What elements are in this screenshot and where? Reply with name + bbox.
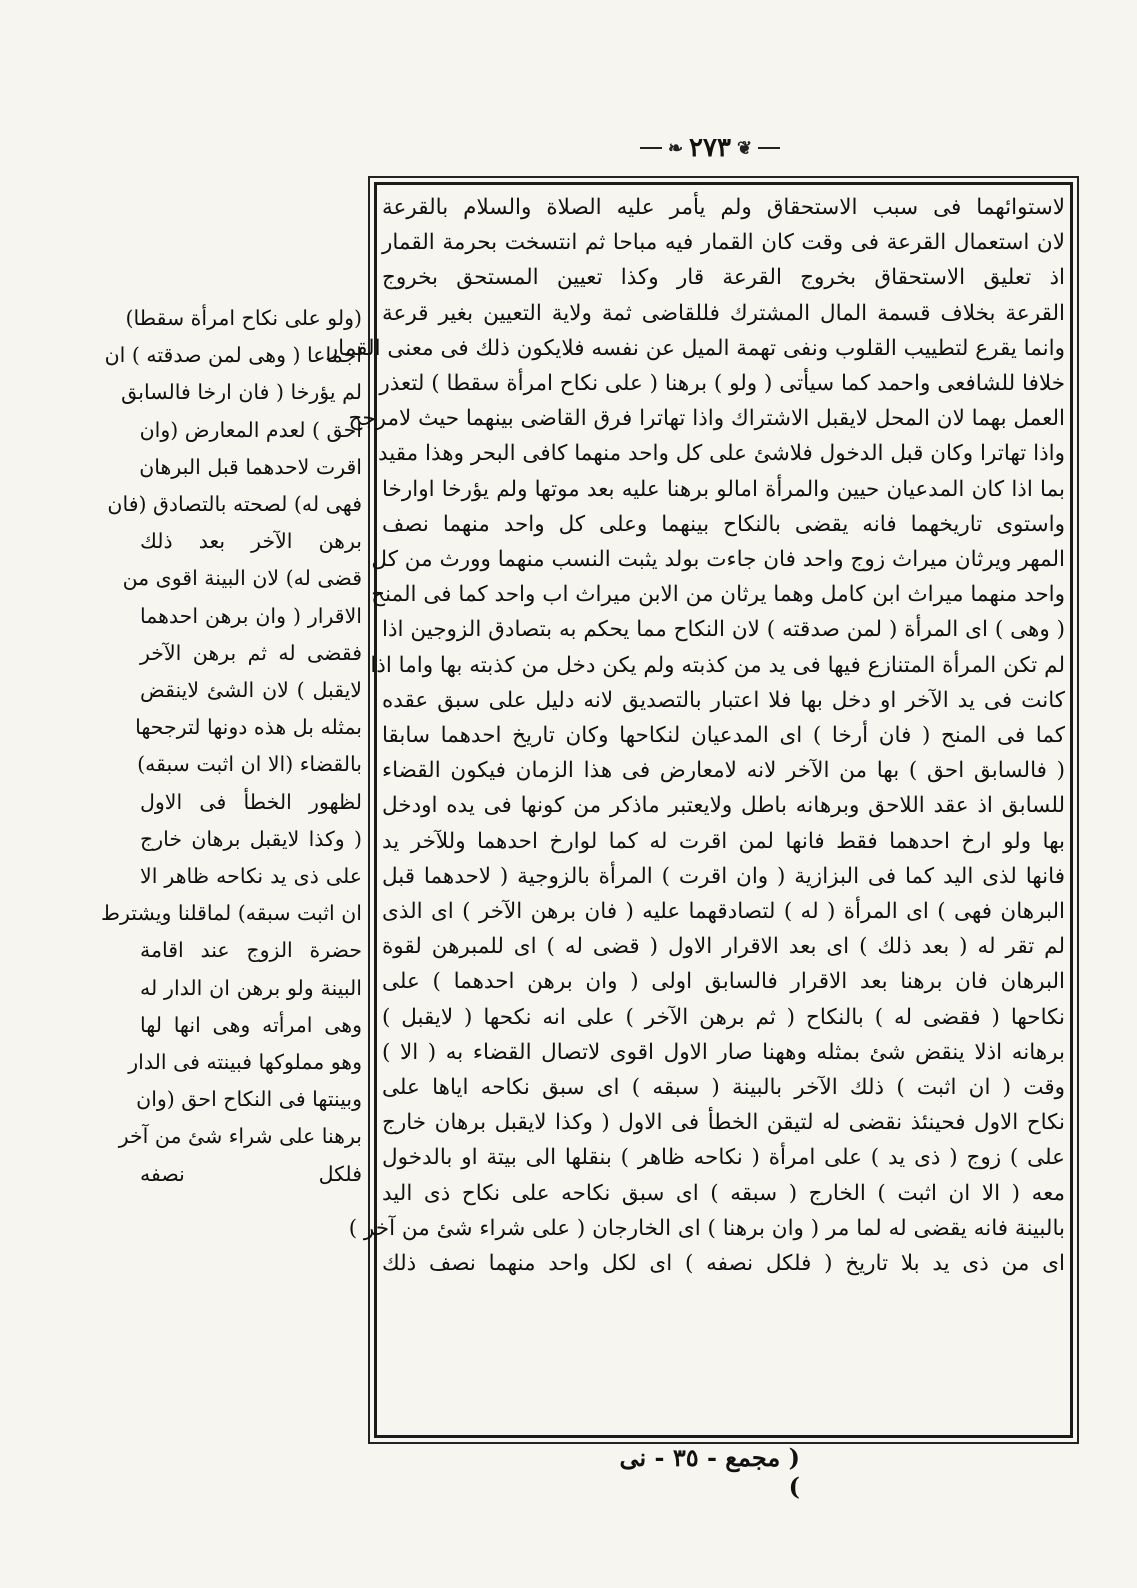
margin-text-line: قضى له) لان البينة اقوى من <box>122 566 362 591</box>
margin-text-line: احق ) لعدم المعارض (وان <box>139 417 362 442</box>
margin-text-line: بمثله بل هذه دونها لترجحها <box>135 715 362 740</box>
main-text-line: للسابق اذ عقد اللاحق وبرهانه باطل ولايعتبر ماذكر من كونها فى يده اودخل <box>382 793 1065 819</box>
main-text-line: اذ تعليق الاستحقاق بخروج القرعة قار وكذا تعيين المستحق بخروج <box>382 265 1065 291</box>
main-text-line: على ) زوج ( ذى يد ) على امرأة ( نكاحه ظاهر ) بنقلها الى بيتة او بالدخول <box>382 1145 1065 1171</box>
margin-text-line: لايقبل ) لان الشئ لاينقض <box>140 678 362 703</box>
margin-text-line: وبينتها فى النكاح احق (وان <box>136 1087 362 1112</box>
main-text-line: ( فالسابق احق ) بها من الآخر لانه لامعارض فى هذا الزمان فيكون القضاء <box>382 758 1065 784</box>
page-number: ٢٧٣ <box>689 133 731 163</box>
main-text-line: المهر ويرثان ميراث زوج واحد فان جاءت بولد يثبت النسب منهما وورث من كل <box>371 547 1065 573</box>
main-text-line: لاستوائهما فى سبب الاستحقاق ولم يأمر عليه الصلاة والسلام بالقرعة <box>382 195 1065 220</box>
main-text-line: وقت ( ان اثبت ) ذلك الآخر بالبينة ( سبقه ) اى سبق نكاحه اياها على <box>382 1075 1065 1101</box>
main-commentary-text <box>327 190 1065 1430</box>
main-text-line: معه ( الا ان اثبت ) الخارج ( سبقه ) اى سبق نكاحه على نكاح ذى اليد <box>382 1180 1065 1206</box>
margin-text-line: فلكل نصفه <box>140 1161 362 1186</box>
main-text-line: بها ولو ارخ احدهما فقط فانها لمن اقرت له كما لوارخ احدهما وللآخر يد <box>382 828 1065 854</box>
main-text-line: برهانه اذلا ينقض شئ بمثله وههنا صار الاول اقوى لاتصال القضاء به ( الا ) <box>382 1039 1065 1065</box>
margin-text-line: اجماعا ( وهى لمن صدقته ) ان <box>104 343 362 368</box>
main-text-line: فانها لذى اليد كما فى البزازية ( وان اقرت ) المرأة بالزوجية ( لاحدهما قبل <box>382 863 1065 889</box>
margin-text-line: على ذى يد نكاحه ظاهر الا <box>140 864 362 889</box>
main-text-line: القرعة بخلاف قسمة المال المشترك فللقاضى ثمة ولاية التعيين بغير قرعة <box>382 300 1065 326</box>
margin-text-line: ( وكذا لايقبل برهان خارج <box>140 826 362 851</box>
main-text-line: بما اذا كان المدعيان حيين والمرأة امالو برهنا عليه بعد موتها ولم يؤرخا اوارخا <box>382 476 1065 502</box>
margin-text-line: الاقرار ( وان برهن احدهما <box>140 603 362 628</box>
floral-ornament-icon: ❦ <box>736 137 753 159</box>
margin-text-line: فهى له) لصحته بالتصادق (فان <box>107 492 362 517</box>
printer-signature: ( مجمع - ٣٥ - نى ) <box>619 1443 800 1501</box>
main-text-line: كما فى المنح ( فان أرخا ) اى المدعيان لنكاحها وكان تاريخ احدهما سابقا <box>382 723 1065 749</box>
margin-text-line: وهو مملوكها فبينته فى الدار <box>128 1050 362 1075</box>
margin-text-line: لظهور الخطأ فى الاول <box>140 789 362 814</box>
main-text-line: بالبينة فانه يقضى له لما مر ( وان برهنا ) اى الخارجان ( على شراء شئ من آخر ) <box>348 1215 1065 1241</box>
margin-text-line: وهى امرأته وهى انها لها <box>140 1012 362 1037</box>
main-text-line: البرهان فان برهنا بعد الاقرار فالسابق اولى ( وان برهن احدهما ) على <box>382 969 1065 995</box>
main-text-line: لان استعمال القرعة فى وقت كان القمار فيه مباحا ثم انتسخت بحرمة القمار <box>382 230 1065 256</box>
main-text-line: خلافا للشافعى واحمد كما سيأتى ( ولو ) برهنا ( على نكاح امرأة سقطا ) لتعذر <box>379 371 1065 397</box>
right-rule <box>640 147 662 149</box>
main-text-line: اى من ذى يد بلا تاريخ ( فلكل نصفه ) اى لكل واحد منهما نصف ذلك <box>382 1251 1065 1277</box>
main-text-line: لم تقر له ( بعد ذلك ) اى بعد الاقرار الاول ( قضى له ) اى للمبرهن لقوة <box>382 934 1065 960</box>
main-text-line: البرهان فهى ) اى المرأة ( له ) لتصادقهما عليه ( فان برهن الآخر ) اى الذى <box>382 899 1065 925</box>
main-text-line: ( وهى ) اى المرأة ( لمن صدقته ) لان النكاح مما يحكم به بتصادق الزوجين اذا <box>382 617 1065 643</box>
main-text-frame <box>327 176 1079 1444</box>
main-text-line: كانت فى يد الآخر او دخل بها فلا اعتبار بالتصديق لانه دليل على سبق عقده <box>382 687 1065 713</box>
margin-text-line: حضرة الزوج عند اقامة <box>140 938 362 963</box>
left-rule <box>758 147 780 149</box>
main-text-line: واذا تهاترا وكان قبل الدخول فلاشئ على كل واحد منهما كافى البحر وهذا مقيد <box>378 441 1065 467</box>
main-text-line: لم تكن المرأة المتنازع فيها فى يد من كذبته ولم يكن دخل من كذبته بها واما اذا <box>370 652 1065 678</box>
margin-text-line: فقضى له ثم برهن الآخر <box>140 640 362 665</box>
margin-text-line: بالقضاء (الا ان اثبت سبقه) <box>137 752 362 777</box>
margin-text-line: اقرت لاحدهما قبل البرهان <box>139 454 362 479</box>
margin-text-line: لم يؤرخا ( فان ارخا فالسابق <box>121 380 362 405</box>
main-text-line: العمل بهما لان المحل لايقبل الاشتراك واذا تهاترا فرق القاضى بينهما حيث لامرجح <box>348 406 1065 432</box>
main-text-line: نكاح الاول فحينئذ نقضى له لتيقن الخطأ فى الاول ( وكذا لايقبل برهان خارج <box>382 1110 1065 1136</box>
margin-text-line: (ولو على نكاح امرأة سقطا) <box>125 306 362 330</box>
margin-matn-text <box>101 300 362 1193</box>
margin-text-line: برهن الآخر بعد ذلك <box>140 529 362 554</box>
margin-text-line: ان اثبت سبقه) لماقلنا ويشترط <box>101 901 362 926</box>
margin-text-line: البينة ولو برهن ان الدار له <box>140 975 362 1000</box>
main-text-line: وانما يقرع لتطييب القلوب ونفى تهمة الميل عن نفسه فلايكون ذلك فى معنى القمار <box>327 335 1065 361</box>
page-number-header <box>620 128 800 168</box>
main-text-line: واحد منهما ميراث ابن كامل وهما يرثان من الابن ميراث اب واحد كما فى المنح <box>371 582 1065 608</box>
main-text-line: واستوى تاريخهما فانه يقضى بالنكاح بينهما وعلى كل واحد منهما نصف <box>382 511 1065 537</box>
main-text-line: نكاحها ( فقضى له ) بالنكاح ( ثم برهن الآخر ) على انه نكحها ( لايقبل ) <box>382 1004 1065 1030</box>
floral-ornament-icon: ❧ <box>667 137 684 159</box>
margin-text-line: برهنا على شراء شئ من آخر <box>118 1124 362 1149</box>
